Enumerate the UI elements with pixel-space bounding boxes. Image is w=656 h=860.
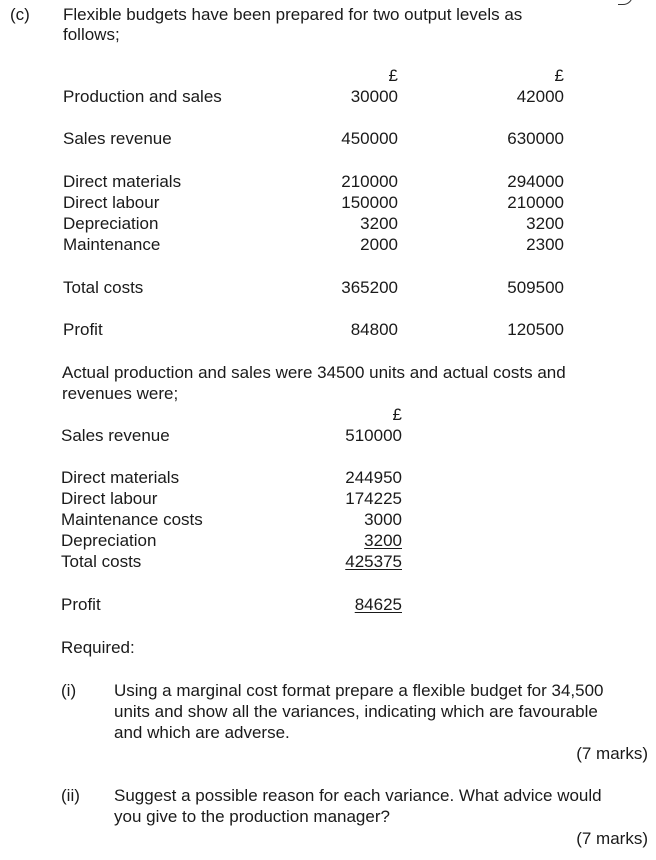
part-i-marks: (7 marks) [576,744,648,763]
actual-label-total-costs: Total costs [61,552,142,571]
intro-line-2: follows; [63,25,120,44]
row-value-direct-materials-col2: 294000 [507,172,564,191]
row-label-direct-labour: Direct labour [63,193,160,212]
actual-label-depreciation: Depreciation [61,531,157,550]
actual-value-depreciation-text: 3200 [364,531,402,550]
row-value-production-col2: 42000 [516,87,564,106]
row-label-maintenance: Maintenance [63,235,161,254]
actual-value-sales-revenue: 510000 [345,426,402,445]
row-value-total-costs-col2: 509500 [507,278,564,297]
currency-col1: £ [388,66,398,85]
part-ii-marks: (7 marks) [576,829,648,848]
part-ii-line-1: Suggest a possible reason for each variance. What advice would [114,786,602,805]
part-ii-line-2: you give to the production manager? [114,807,390,826]
actual-value-profit-text: 84625 [354,595,402,614]
actual-intro-line-2: revenues were; [62,384,179,403]
actual-value-total-costs [302,552,402,572]
part-ii-number: (ii) [61,786,80,805]
row-value-profit-col1: 84800 [350,320,398,339]
row-value-profit-col2: 120500 [507,320,564,339]
row-value-sales-revenue-col2: 630000 [507,129,564,148]
currency-col2: £ [554,66,564,85]
row-label-production: Production and sales [63,87,222,106]
actual-value-total-costs-text: 425375 [345,552,402,571]
row-label-direct-materials: Direct materials [63,172,182,191]
actual-value-maintenance-costs: 3000 [364,510,402,529]
actual-label-maintenance-costs: Maintenance costs [61,510,203,529]
row-label-total-costs: Total costs [63,278,144,297]
intro-line-1: Flexible budgets have been prepared for two output levels as [63,5,523,24]
part-i-number: (i) [61,681,77,700]
actual-label-profit: Profit [61,595,101,614]
actual-intro-line-1: Actual production and sales were 34500 units and actual costs and [62,363,566,382]
actual-label-direct-materials: Direct materials [61,468,180,487]
row-value-maintenance-col1: 2000 [360,235,398,254]
actual-label-direct-labour: Direct labour [61,489,158,508]
corner-mark [618,0,633,5]
row-value-production-col1: 30000 [350,87,398,106]
row-value-direct-labour-col1: 150000 [341,193,398,212]
row-label-profit: Profit [63,320,103,339]
row-value-depreciation-col2: 3200 [526,214,564,233]
row-label-sales-revenue: Sales revenue [63,129,172,148]
part-i-line-2: units and show all the variances, indicating which are favourable [114,702,598,721]
actual-label-sales-revenue: Sales revenue [61,426,170,445]
row-value-sales-revenue-col1: 450000 [341,129,398,148]
row-value-maintenance-col2: 2300 [526,235,564,254]
row-value-direct-materials-col1: 210000 [341,172,398,191]
row-value-depreciation-col1: 3200 [360,214,398,233]
actual-value-profit [302,595,402,615]
part-i-line-3: and which are adverse. [114,723,290,742]
required-heading: Required: [61,638,135,657]
row-label-depreciation: Depreciation [63,214,159,233]
actual-value-direct-materials: 244950 [345,468,402,487]
question-label: (c) [10,5,30,24]
row-value-direct-labour-col2: 210000 [507,193,564,212]
actual-value-direct-labour: 174225 [345,489,402,508]
part-i-line-1: Using a marginal cost format prepare a flexible budget for 34,500 [114,681,604,700]
actual-currency: £ [392,405,402,424]
actual-value-depreciation [302,531,402,551]
row-value-total-costs-col1: 365200 [341,278,398,297]
